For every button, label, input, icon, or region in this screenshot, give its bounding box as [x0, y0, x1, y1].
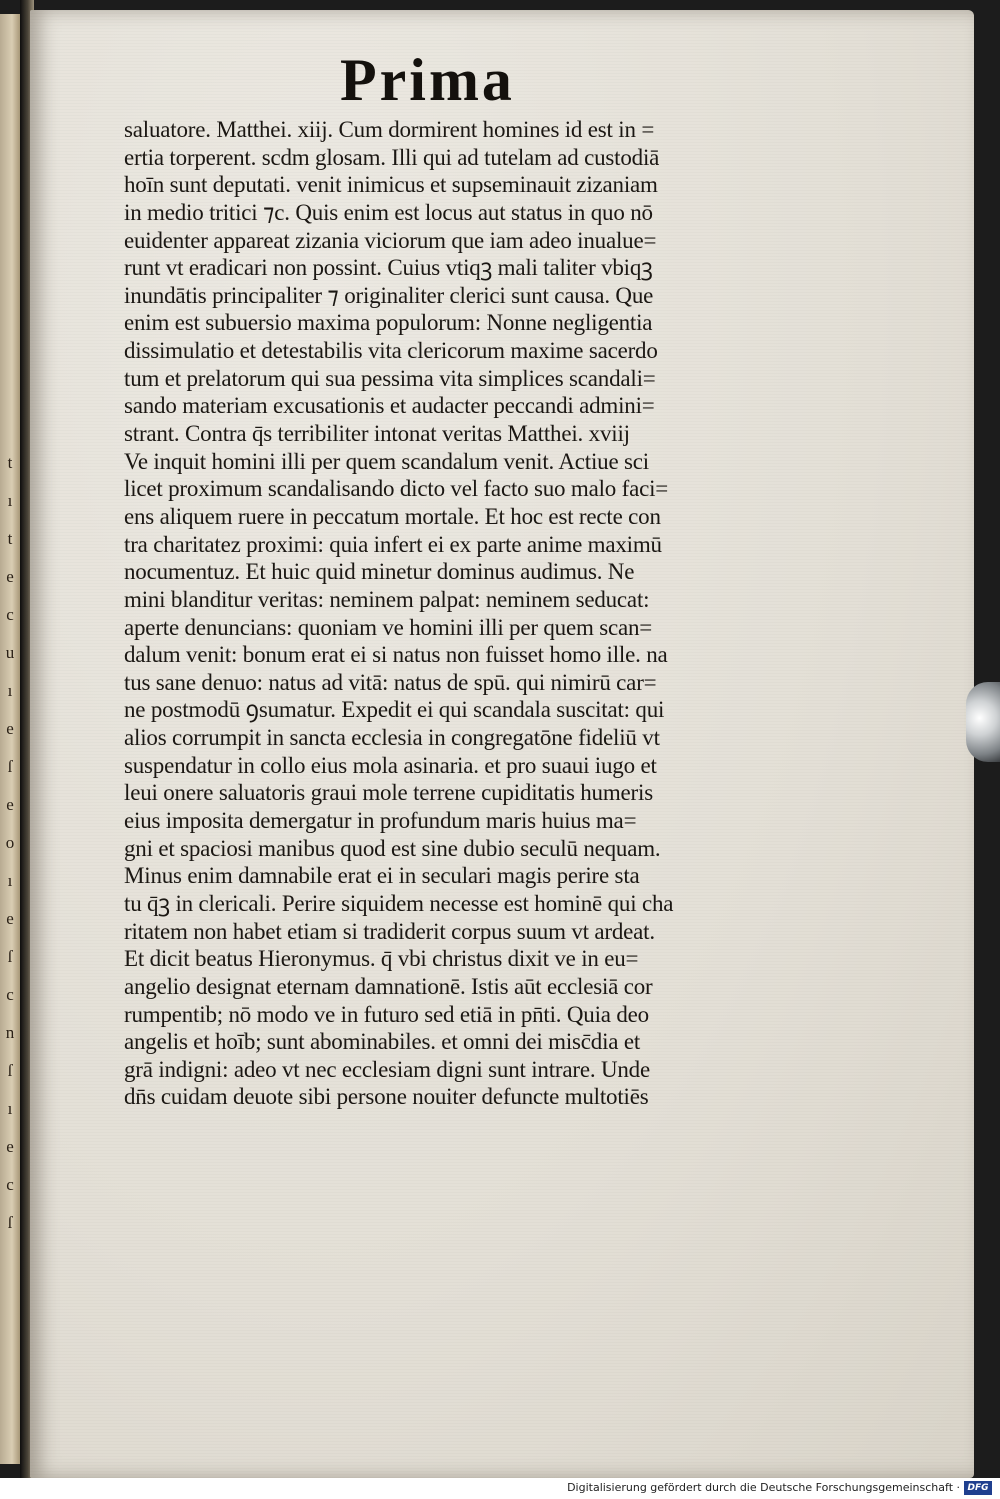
text-line: euidenter appareat zizania viciorum que iam adeo inualue=: [124, 227, 657, 253]
text-line: ritatem non habet etiam si tradiderit corpus suum vt ardeat.: [124, 918, 655, 944]
previous-page-fragment: e: [6, 909, 14, 928]
text-line: grā indigni: adeo vt nec ecclesiam digni sunt intrare. Unde: [124, 1056, 650, 1082]
text-line: strant. Contra q̄s terribiliter intonat veritas Matthei. xviij: [124, 421, 630, 447]
text-line: runt vt eradicari non possint. Cuius vtiqꝫ mali taliter vbiqꝫ: [124, 255, 653, 281]
previous-page-fragment: t: [7, 529, 13, 548]
previous-page-fragment: ı: [7, 491, 13, 510]
text-line: aperte denuncians: quoniam ve homini illi per quem scan=: [124, 614, 653, 640]
previous-page-fragment: ſ: [7, 947, 13, 966]
text-line: Et dicit beatus Hieronymus. q̄ vbi christus dixit ve in eu=: [124, 946, 639, 972]
previous-page-fragment: ſ: [7, 1213, 13, 1232]
previous-page-fragment: c: [6, 605, 14, 624]
text-line: eius imposita demergatur in profundum maris huius ma=: [124, 808, 637, 834]
previous-page-fragment: e: [6, 1137, 14, 1156]
funding-credit: Digitalisierung gefördert durch die Deutsche Forschungsgemeinschaft ·: [567, 1481, 960, 1494]
text-line: gni et spaciosi manibus quod est sine dubio seculū nequam.: [124, 835, 661, 861]
previous-page-fragment: t: [7, 453, 13, 472]
text-line: tus sane denuo: natus ad vitā: natus de spū. qui nimirū car=: [124, 669, 657, 695]
previous-page-fragment: e: [6, 795, 14, 814]
text-line: tu q̄ꝫ in clericali. Perire siquidem necesse est hominē qui cha: [124, 890, 674, 916]
previous-page-fragment: ı: [7, 1099, 13, 1118]
previous-page-fragment: c: [6, 1175, 14, 1194]
page-clip: [966, 682, 1000, 762]
text-block: [124, 116, 804, 1111]
previous-page-fragment: e: [6, 567, 14, 586]
text-line: ertia torperent. scdm glosam. Illi qui ad tutelam ad custodiā: [124, 144, 660, 170]
text-line: ne postmodū ꝯsumatur. Expedit ei qui scandala suscitat: qui: [124, 697, 665, 723]
previous-page-letter-fragments: [2, 444, 18, 1242]
text-line: sando materiam excusationis et audacter peccandi admini=: [124, 393, 655, 419]
previous-page-fragment: ı: [7, 681, 13, 700]
text-line: Minus enim damnabile erat ei in seculari magis perire sta: [124, 863, 640, 889]
text-line: dalum venit: bonum erat ei si natus non fuisset homo ille. na: [124, 642, 668, 668]
text-line: angelis et hoīb; sunt abominabiles. et omni dei misc̄dia et: [124, 1029, 641, 1055]
text-line: angelio designat eternam damnationē. Istis aūt ecclesiā cor: [124, 973, 653, 999]
text-line: alios corrumpit in sancta ecclesia in congregatōne fideliū vt: [124, 725, 660, 751]
text-line: tum et prelatorum qui sua pessima vita simplices scandali=: [124, 365, 656, 391]
text-line: rumpentib; nō modo ve in futuro sed etiā in pn̄ti. Quia deo: [124, 1001, 649, 1027]
footer-bar: [0, 1478, 1000, 1499]
text-line: ens aliquem ruere in peccatum mortale. Et hoc est recte con: [124, 503, 661, 529]
previous-page-fragment: c: [6, 985, 14, 1004]
text-line: tra charitatez proximi: quia infert ei ex parte anime maximū: [124, 531, 662, 557]
text-line: leui onere saluatoris graui mole terrene cupiditatis humeris: [124, 780, 653, 806]
text-line: saluatore. Matthei. xiij. Cum dormirent homines id est in =: [124, 117, 655, 142]
text-line: dissimulatio et detestabilis vita clericorum maxime sacerdo: [124, 338, 658, 364]
running-head: Prima: [340, 47, 515, 113]
previous-page-edge: [0, 14, 20, 1464]
text-line: dn̄s cuidam deuote sibi persone nouiter defuncte multotiēs: [124, 1084, 649, 1110]
previous-page-fragment: e: [6, 719, 14, 738]
previous-page-fragment: ı: [7, 871, 13, 890]
previous-page-fragment: ſ: [7, 757, 13, 776]
previous-page-fragment: u: [5, 643, 15, 662]
text-line: mini blanditur veritas: neminem palpat: neminem seducat:: [124, 586, 650, 612]
previous-page-fragment: n: [5, 1023, 15, 1042]
text-line: nocumentuz. Et huic quid minetur dominus audimus. Ne: [124, 559, 635, 585]
text-line: Ve inquit homini illi per quem scandalum venit. Actiue sci: [124, 448, 649, 474]
text-line: licet proximum scandalisando dicto vel facto suo malo faci=: [124, 476, 669, 502]
previous-page-fragment: ſ: [7, 1061, 13, 1080]
text-line: hoīn sunt deputati. venit inimicus et supseminauit zizaniam: [124, 172, 658, 198]
text-line: inundātis principaliter ⁊ originaliter clerici sunt causa. Que: [124, 282, 654, 308]
dfg-logo: DFG: [964, 1481, 992, 1495]
text-line: enim est subuersio maxima populorum: Nonne negligentia: [124, 310, 653, 336]
text-line: in medio tritici ⁊c. Quis enim est locus aut status in quo nō: [124, 199, 653, 225]
previous-page-fragment: o: [5, 833, 15, 852]
text-line: suspendatur in collo eius mola asinaria. et pro suaui iugo et: [124, 752, 657, 778]
book-page: [30, 10, 974, 1478]
